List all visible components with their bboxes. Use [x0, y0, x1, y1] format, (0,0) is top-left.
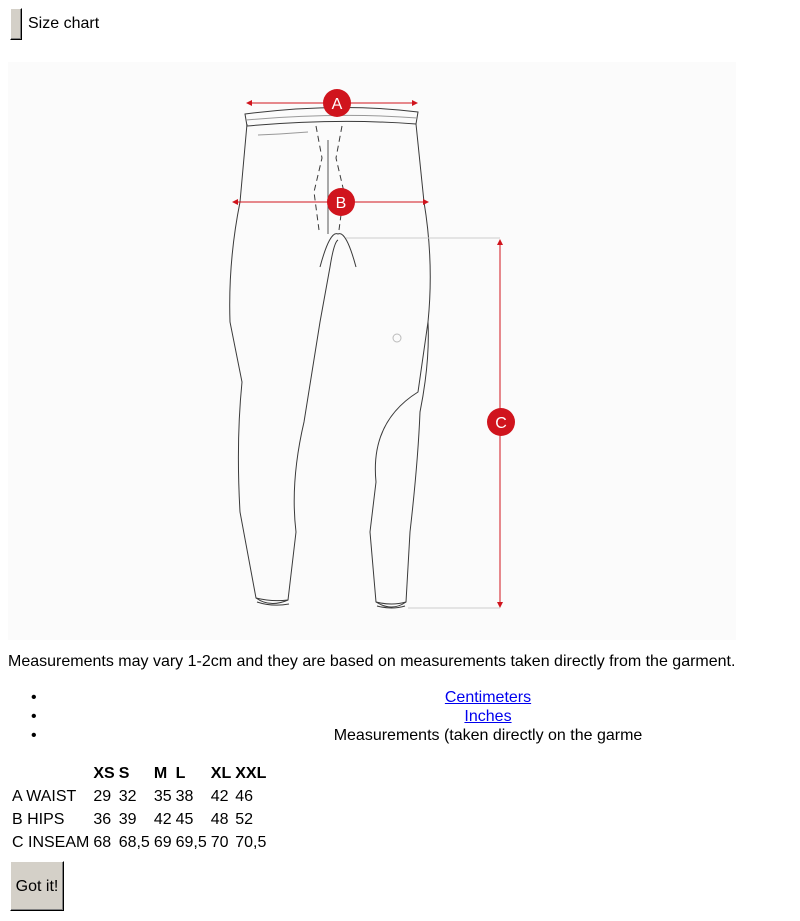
- table-cell: 69,5: [175, 834, 207, 851]
- table-cell: 42: [153, 811, 172, 828]
- size-chart-header: [10, 8, 99, 40]
- table-cell: 39: [118, 811, 137, 828]
- size-header-m: M: [153, 765, 168, 782]
- size-header-s: S: [118, 765, 130, 782]
- table-cell: 29: [93, 788, 112, 805]
- marker-c-label: C: [495, 415, 507, 432]
- size-chart-title: Size chart: [28, 15, 100, 32]
- table-cell: 38: [175, 788, 194, 805]
- unit-item-centimeters: [0, 688, 800, 707]
- pants-measurement-figure: [8, 62, 736, 640]
- marker-b-label: B: [335, 195, 347, 212]
- pants-illustration: [8, 62, 736, 640]
- measurement-lines: [232, 100, 503, 608]
- table-row: [11, 809, 267, 831]
- size-header-row: [11, 763, 267, 785]
- table-cell: 52: [235, 811, 254, 828]
- table-cell: 35: [153, 788, 172, 805]
- bullet-icon: •: [31, 689, 37, 706]
- logo-mark: [393, 334, 401, 342]
- table-cell: 42: [210, 788, 229, 805]
- table-cell: 68,5: [118, 834, 150, 851]
- table-row: [11, 832, 267, 854]
- bullet-icon: •: [31, 708, 37, 725]
- table-cell: 46: [235, 788, 254, 805]
- size-header-empty: [11, 763, 90, 785]
- table-cell: 68: [93, 834, 112, 851]
- measurements-description: Measurements (taken directly on the garme: [333, 727, 643, 744]
- row-label: B HIPS: [12, 811, 65, 828]
- unit-item-inches: [0, 707, 800, 726]
- table-cell: 32: [118, 788, 137, 805]
- row-label: C INSEAM: [12, 834, 90, 851]
- table-cell: 36: [93, 811, 112, 828]
- centimeters-link[interactable]: Centimeters: [444, 689, 532, 706]
- table-cell: 70: [210, 834, 229, 851]
- unit-item-description: [0, 726, 800, 745]
- size-table: [9, 762, 269, 855]
- table-cell: 70,5: [235, 834, 267, 851]
- inches-link[interactable]: Inches: [464, 708, 512, 725]
- measurement-note: Measurements may vary 1-2cm and they are based on measurements taken directly from the garment.: [8, 653, 736, 670]
- size-header-xxl: XXL: [235, 765, 267, 782]
- size-chart-toggle-button[interactable]: [10, 8, 22, 40]
- bullet-icon: •: [31, 727, 37, 744]
- marker-b: [327, 188, 355, 216]
- table-cell: 45: [175, 811, 194, 828]
- table-cell: 69: [153, 834, 172, 851]
- marker-c: [487, 408, 515, 436]
- marker-a: [323, 89, 351, 117]
- row-label: A WAIST: [12, 788, 77, 805]
- unit-list: [0, 688, 800, 745]
- size-header-xs: XS: [93, 765, 115, 782]
- got-it-button[interactable]: Got it!: [10, 861, 64, 911]
- size-header-xl: XL: [210, 765, 232, 782]
- table-cell: 48: [210, 811, 229, 828]
- table-row: [11, 786, 267, 808]
- size-header-l: L: [175, 765, 186, 782]
- marker-a-label: A: [331, 96, 343, 113]
